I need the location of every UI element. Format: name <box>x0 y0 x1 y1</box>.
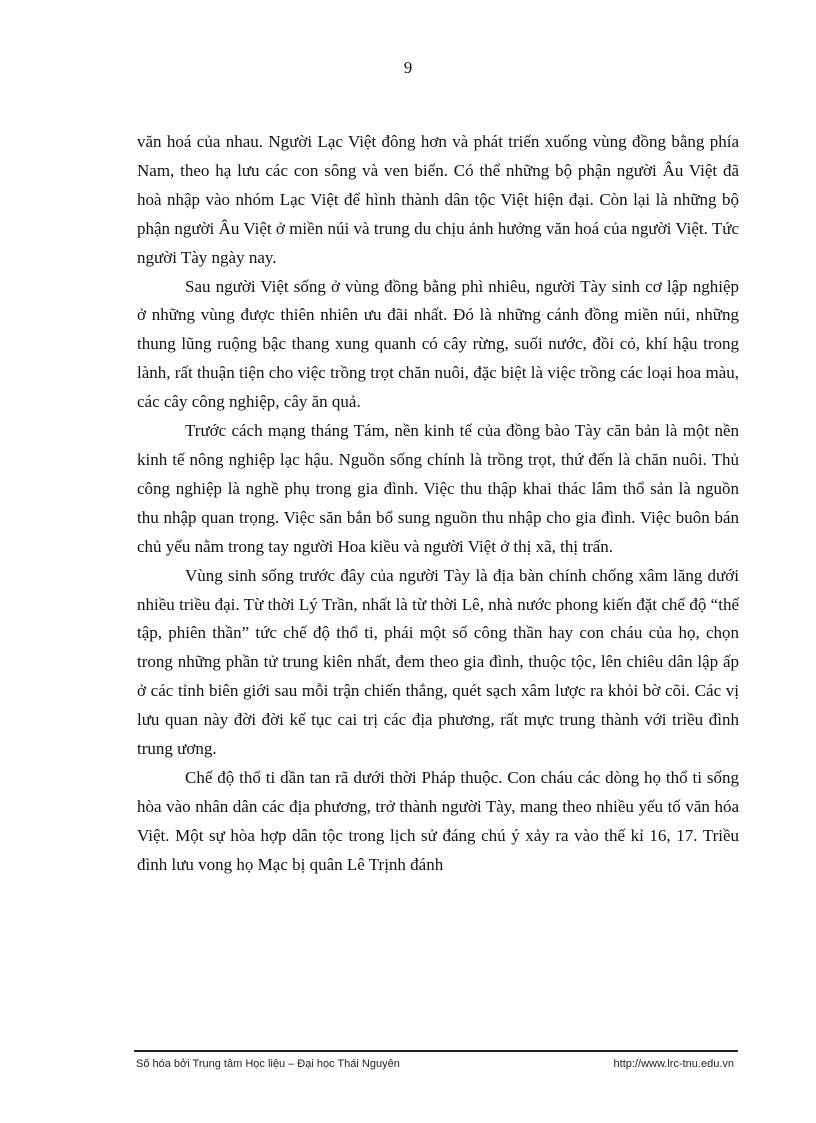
paragraph: Sau người Việt sống ở vùng đồng bằng phì nhiêu, người Tày sinh cơ lập nghiệp ở những vùng được thiên nhiên ưu đãi nhất. Đó là những cánh đồng miền núi, những thung lũng ruộng bậc thang xung quanh có cây rừng, suối nước, đồi cỏ, khí hậu trong lành, rất thuận tiện cho việc trồng trọt chăn nuôi, đặc biệt là việc trồng các loại hoa màu, các cây công nghiệp, cây ăn quả. <box>137 276 739 412</box>
footer-url-link[interactable]: http://www.lrc-tnu.edu.vn <box>613 1058 734 1070</box>
page-number: 9 <box>403 58 413 77</box>
body-text <box>137 128 739 880</box>
paragraph: Chế độ thổ ti dần tan rã dưới thời Pháp thuộc. Con cháu các dòng họ thổ ti sống hòa vào nhân dân các địa phương, trở thành người Tày, mang theo nhiều yếu tố văn hóa Việt. Một sự hòa hợp dân tộc trong lịch sử đáng chú ý xảy ra vào thế kỉ 16, 17. Triều đình lưu vong họ Mạc bị quân Lê Trịnh đánh <box>137 767 739 874</box>
footer-divider <box>134 1050 738 1052</box>
paragraph: Trước cách mạng tháng Tám, nền kinh tế của đồng bào Tày căn bản là một nền kinh tế nông nghiệp lạc hậu. Nguồn sống chính là trồng trọt, thứ đến là chăn nuôi. Thủ công nghiệp là nghề phụ trong gia đình. Việc thu thập khai thác lâm thổ sản là nguồn thu nhập quan trọng. Việc săn bắn bổ sung nguồn thu nhập cho gia đình. Việc buôn bán chủ yếu nằm trong tay người Hoa kiều và người Việt ở thị xã, thị trấn. <box>137 421 739 556</box>
paragraph: Vùng sinh sống trước đây của người Tày là địa bàn chính chống xâm lăng dưới nhiều triều đại. Từ thời Lý Trần, nhất là từ thời Lê, nhà nước phong kiến đặt chế độ “thế tập, phiên thần” tức chế độ thổ ti, phái một số công thần hay con cháu của họ, chọn trong những phần tử trung kiên nhất, đem theo gia đình, thuộc tộc, lên chiêu dân lập ấp ở các tỉnh biên giới sau mỗi trận chiến thắng, quét sạch xâm lược ra khỏi bờ cõi. Các vị lưu quan này đời đời kế tục cai trị các địa phương, rất mực trung thành với triều đình trung ương. <box>137 565 739 759</box>
paragraph: văn hoá của nhau. Người Lạc Việt đông hơn và phát triển xuống vùng đồng bằng phía Nam, theo hạ lưu các con sông và ven biển. Có thể những bộ phận người Âu Việt đã hoà nhập vào nhóm Lạc Việt để hình thành dân tộc Việt hiện đại. Còn lại là những bộ phận người Âu Việt ở miền núi và trung du chịu ảnh hưởng văn hoá của người Việt. Tức người Tày ngày nay. <box>137 132 739 267</box>
footer-source-credit: Số hóa bởi Trung tâm Học liệu – Đại học Thái Nguyên <box>136 1058 400 1070</box>
